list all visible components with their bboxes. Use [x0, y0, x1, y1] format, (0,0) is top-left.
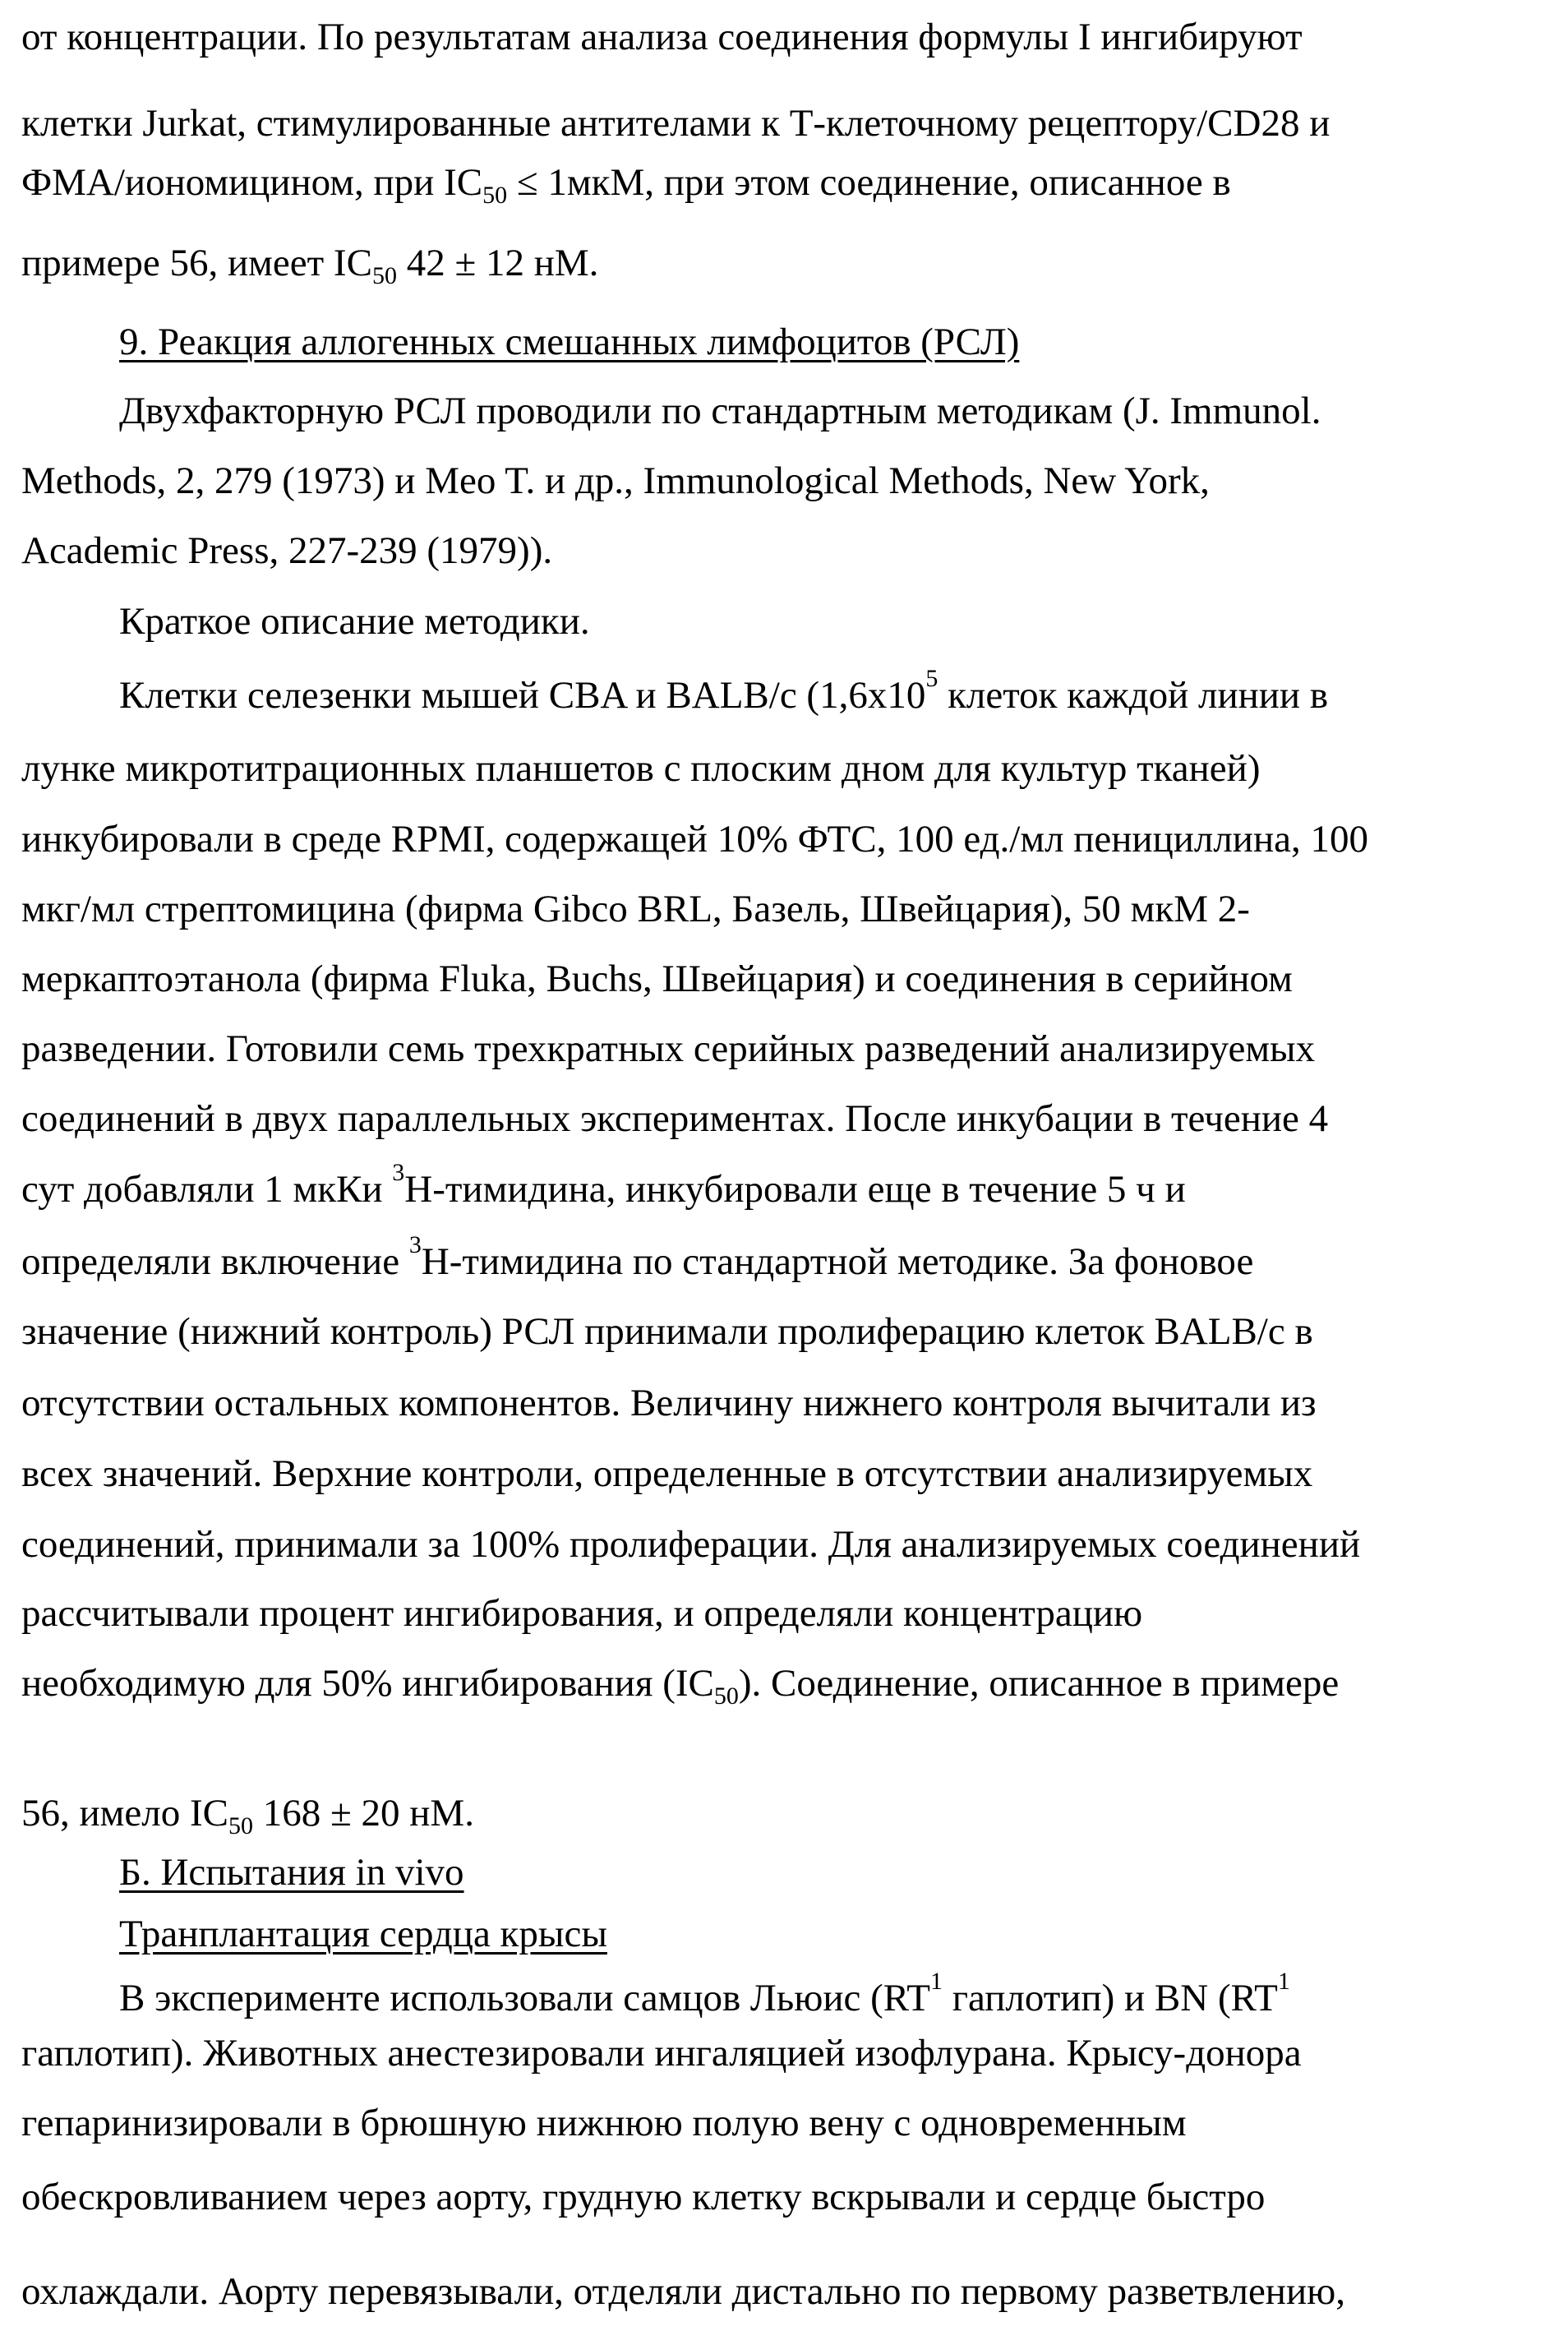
text-line	[21, 1455, 1312, 1493]
heading-text: Б. Испытания in vivo	[119, 1851, 464, 1894]
line-text: определяли включение	[21, 1240, 409, 1283]
text-line	[21, 1100, 1328, 1138]
line-text: ). Соединение, описанное в примере	[739, 1662, 1339, 1705]
text-line	[21, 1313, 1313, 1351]
text-line	[119, 676, 1328, 715]
line-text: инкубировали в среде RPMI, содержащей 10% ФТС, 100 ед./мл пенициллина, 100	[21, 818, 1368, 861]
text-line	[21, 1794, 474, 1833]
line-text: значение (нижний контроль) РСЛ принимали пролиферацию клеток BALB/c в	[21, 1310, 1313, 1353]
superscript: 3	[392, 1159, 404, 1186]
line-text: гепаринизировали в брюшную нижнюю полую вену с одновременным	[21, 2102, 1187, 2144]
superscript: 1	[1278, 1968, 1290, 1995]
heading-text: 9. Реакция аллогенных смешанных лимфоцитов (РСЛ)	[119, 321, 1019, 363]
text-line	[21, 1170, 1186, 1209]
line-text: H-тимидина, инкубировали еще в течение 5 ч и	[404, 1168, 1185, 1211]
text-line	[21, 1664, 1339, 1703]
text-line	[21, 2104, 1187, 2143]
line-text: Клетки селезенки мышей CBA и BALB/c (1,6x10	[119, 674, 925, 717]
text-line	[21, 890, 1250, 929]
line-text: соединений, принимали за 100% пролиферации. Для анализируемых соединений	[21, 1523, 1360, 1566]
text-line	[119, 1979, 1290, 2018]
text-line	[21, 2273, 1345, 2311]
line-text: ≤ 1мкМ, при этом соединение, описанное в	[507, 161, 1231, 204]
section-subheading	[119, 1915, 607, 1954]
superscript: 5	[925, 665, 938, 692]
text-line	[21, 164, 1231, 202]
subscript: 50	[228, 1812, 253, 1839]
text-line	[21, 960, 1293, 999]
text-line	[21, 18, 1303, 57]
subscript: 50	[482, 182, 507, 209]
subscript: 50	[372, 262, 397, 289]
text-line	[21, 1595, 1142, 1633]
line-text: 42 ± 12 нМ.	[397, 242, 599, 284]
line-text: 168 ± 20 нМ.	[253, 1792, 474, 1835]
subscript: 50	[714, 1682, 739, 1710]
line-text: лунке микротитрационных планшетов с плоским дном для культур тканей)	[21, 747, 1260, 790]
text-line	[21, 462, 1210, 501]
text-line	[119, 392, 1321, 431]
line-text: Двухфакторную РСЛ проводили по стандартным методикам (J. Immunol.	[119, 390, 1321, 432]
line-text: разведении. Готовили семь трехкратных серийных разведений анализируемых	[21, 1027, 1315, 1070]
text-line	[21, 244, 598, 283]
line-text: Methods, 2, 279 (1973) и Meo T. и др., Immunological Methods, New York,	[21, 459, 1210, 502]
text-line	[119, 602, 590, 641]
line-text: меркаптоэтанола (фирма Fluka, Buchs, Швейцария) и соединения в серийном	[21, 958, 1293, 1000]
line-text: всех значений. Верхние контроли, определенные в отсутствии анализируемых	[21, 1452, 1312, 1495]
line-text: Краткое описание методики.	[119, 600, 590, 643]
line-text: сут добавляли 1 мкКи	[21, 1168, 392, 1211]
text-line	[21, 750, 1260, 788]
line-text: гаплотип) и BN (RT	[943, 1977, 1278, 2019]
line-text: отсутствии остальных компонентов. Величину нижнего контроля вычитали из	[21, 1382, 1317, 1424]
line-text: обескровливанием через аорту, грудную клетку вскрывали и сердце быстро	[21, 2176, 1265, 2218]
line-text: охлаждали. Аорту перевязывали, отделяли дистально по первому разветвлению,	[21, 2270, 1345, 2313]
line-text: 56, имело IC	[21, 1792, 228, 1835]
section-heading	[119, 1853, 464, 1892]
line-text: необходимую для 50% ингибирования (IC	[21, 1662, 714, 1705]
line-text: Academic Press, 227-239 (1979)).	[21, 529, 552, 572]
superscript: 1	[930, 1968, 943, 1995]
text-line	[21, 2034, 1302, 2073]
line-text: клеток каждой линии в	[938, 674, 1328, 717]
line-text: H-тимидина по стандартной методике. За фоновое	[422, 1240, 1253, 1283]
text-line	[21, 820, 1368, 859]
line-text: от концентрации. По результатам анализа соединения формулы I ингибируют	[21, 16, 1303, 58]
heading-text: Транплантация сердца крысы	[119, 1913, 607, 1955]
text-line	[21, 1030, 1315, 1068]
text-line	[21, 104, 1330, 143]
line-text: клетки Jurkat, стимулированные антителами к Т-клеточному рецептору/CD28 и	[21, 102, 1330, 145]
document-page	[0, 0, 1568, 2340]
text-line	[21, 532, 552, 570]
line-text: В эксперименте использовали самцов Льюис (RT	[119, 1977, 930, 2019]
line-text: мкг/мл стрептомицина (фирма Gibco BRL, Базель, Швейцария), 50 мкМ 2-	[21, 888, 1250, 930]
line-text: ФМА/иономицином, при IC	[21, 161, 482, 204]
text-line	[21, 1384, 1317, 1423]
line-text: рассчитывали процент ингибирования, и определяли концентрацию	[21, 1592, 1142, 1635]
text-line	[21, 2178, 1265, 2217]
text-line	[21, 1243, 1253, 1281]
line-text: гаплотип). Животных анестезировали ингаляцией изофлурана. Крысу-донора	[21, 2032, 1302, 2075]
superscript: 3	[409, 1231, 422, 1258]
line-text: примере 56, имеет IC	[21, 242, 372, 284]
line-text: соединений в двух параллельных экспериментах. После инкубации в течение 4	[21, 1097, 1328, 1140]
text-line	[21, 1525, 1360, 1564]
section-heading	[119, 323, 1019, 362]
